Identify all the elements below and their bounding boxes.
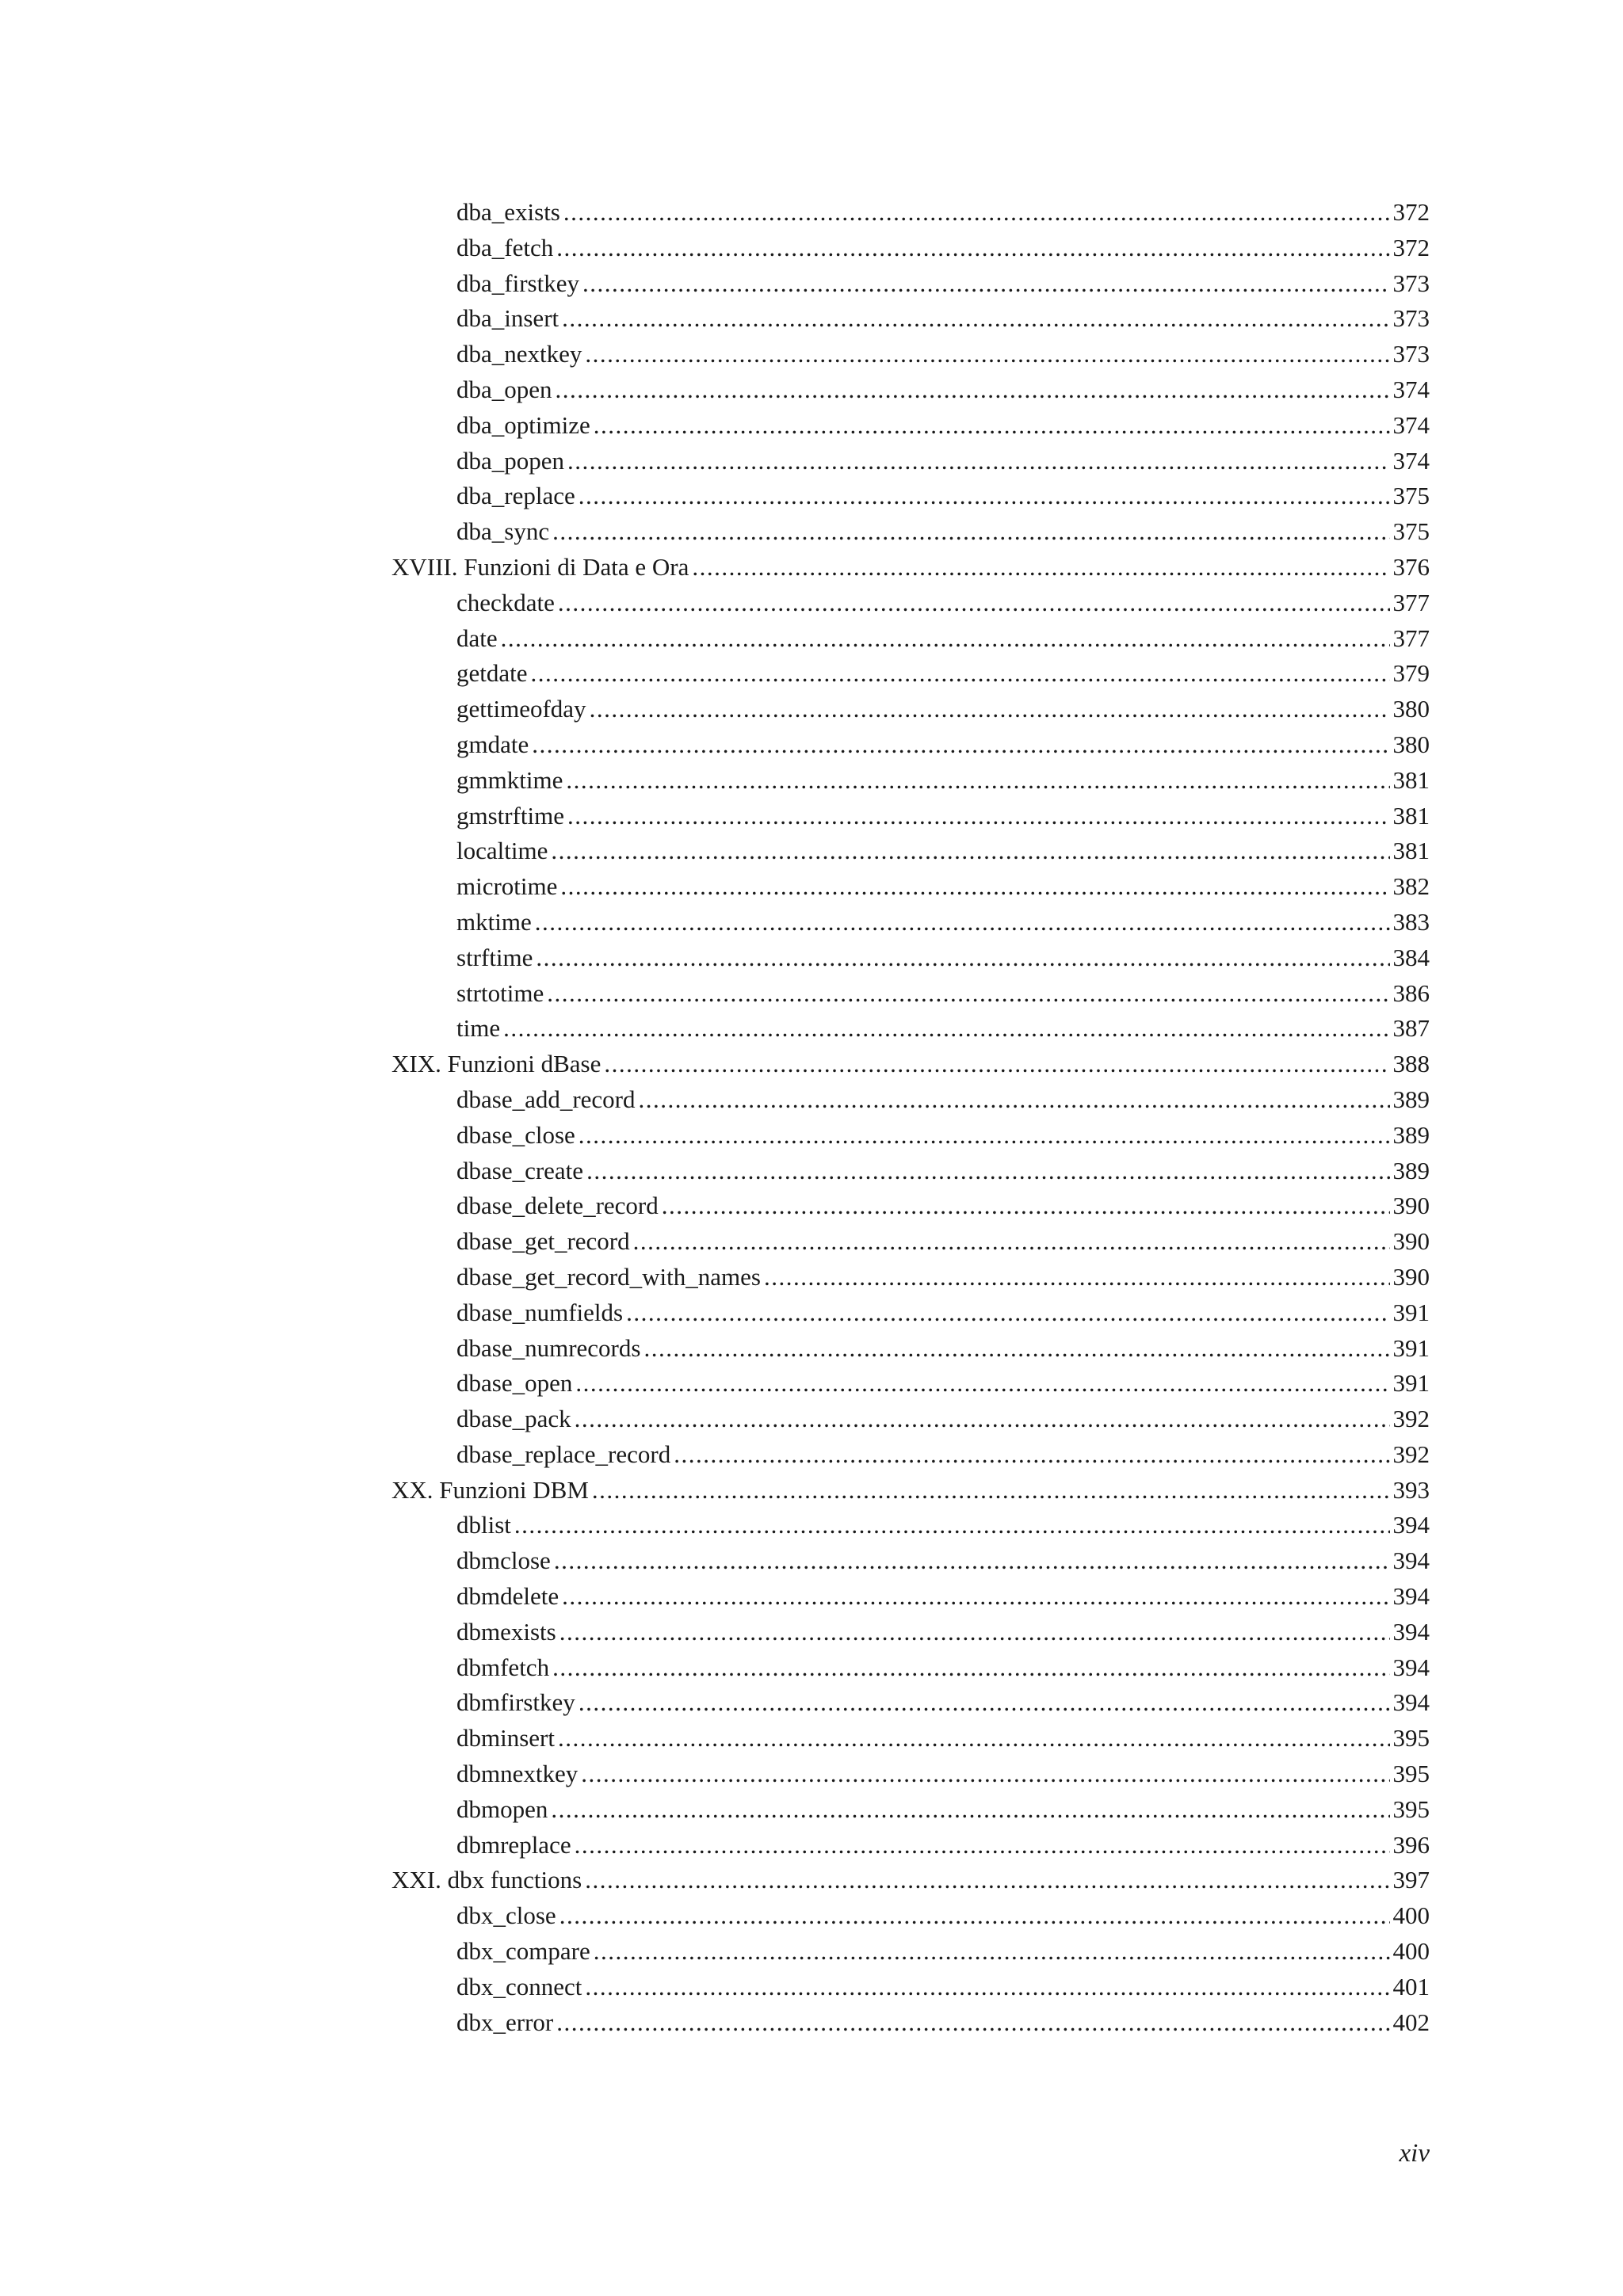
dot-leader — [563, 195, 1390, 231]
toc-entry-page: 381 — [1392, 801, 1430, 830]
toc-entry[interactable] — [391, 833, 1430, 869]
toc-entry-title: dbx_error — [456, 2008, 554, 2036]
toc-entry[interactable] — [391, 1792, 1430, 1828]
toc-entry-page: 402 — [1392, 2008, 1430, 2036]
toc-entry-page: 395 — [1392, 1794, 1430, 1823]
dot-leader — [562, 301, 1389, 337]
dot-leader — [586, 1154, 1389, 1189]
toc-entry-title: dblist — [456, 1511, 511, 1539]
toc-entry[interactable] — [391, 1543, 1430, 1579]
toc-entry-page: 381 — [1392, 765, 1430, 794]
toc-entry[interactable] — [391, 1898, 1430, 1934]
dot-leader — [567, 799, 1389, 834]
dot-leader — [554, 1543, 1390, 1579]
dot-leader — [585, 337, 1389, 372]
toc-entry-title: dba_optimize — [456, 410, 590, 439]
toc-entry-title: dbmexists — [456, 1617, 556, 1646]
toc-entry-title: dbminsert — [456, 1724, 555, 1753]
toc-entry[interactable] — [391, 408, 1430, 444]
dot-leader — [579, 479, 1390, 514]
dot-leader — [556, 231, 1389, 266]
toc-entry[interactable] — [391, 514, 1430, 550]
dot-leader — [560, 869, 1389, 905]
toc-entry[interactable] — [391, 266, 1430, 302]
toc-entry[interactable] — [391, 337, 1430, 372]
toc-entry-page: 389 — [1392, 1156, 1430, 1184]
toc-entry-page: 374 — [1392, 375, 1430, 403]
dot-leader — [594, 1934, 1390, 1970]
toc-entry[interactable] — [391, 1366, 1430, 1402]
toc-entry-page: 396 — [1392, 1830, 1430, 1859]
toc-entry[interactable] — [391, 1154, 1430, 1189]
toc-entry-title: gmmktime — [456, 765, 563, 794]
toc-entry-page: 376 — [1392, 552, 1430, 581]
toc-entry[interactable] — [391, 799, 1430, 834]
toc-entry-title: mktime — [456, 907, 532, 936]
toc-entry-page: 374 — [1392, 446, 1430, 475]
toc-entry-page: 384 — [1392, 943, 1430, 971]
toc-entry-page: 394 — [1392, 1617, 1430, 1646]
toc-entry[interactable] — [391, 1402, 1430, 1437]
toc-entry-title: date — [456, 624, 498, 652]
toc-entry-title: dbase_numrecords — [456, 1333, 641, 1362]
toc-entry-title: dba_popen — [456, 446, 565, 475]
toc-entry-page: 375 — [1392, 482, 1430, 510]
dot-leader — [585, 1970, 1389, 2005]
toc-entry-title: strtotime — [456, 978, 544, 1007]
toc-entry-page: 397 — [1392, 1866, 1430, 1894]
toc-entry[interactable] — [391, 692, 1430, 727]
toc-entry[interactable] — [391, 621, 1430, 657]
toc-entry-title: strftime — [456, 943, 533, 971]
toc-entry-page: 383 — [1392, 907, 1430, 936]
dot-leader — [662, 1188, 1390, 1224]
toc-entry-page: 381 — [1392, 837, 1430, 865]
dot-leader — [643, 1331, 1389, 1367]
toc-entry-page: 372 — [1392, 233, 1430, 261]
toc-entry-title: gmdate — [456, 730, 529, 758]
dot-leader — [501, 621, 1390, 657]
toc-chapter-entry[interactable] — [391, 1047, 1430, 1082]
toc-entry[interactable] — [391, 869, 1430, 905]
dot-leader — [536, 940, 1389, 976]
toc-entry-title: localtime — [456, 837, 548, 865]
toc-entry[interactable] — [391, 1188, 1430, 1224]
toc-entry-title: XVIII. Funzioni di Data e Ora — [391, 552, 689, 581]
toc-entry-title: dbase_get_record_with_names — [456, 1262, 761, 1291]
toc-entry-title: dbase_numfields — [456, 1298, 624, 1326]
toc-entry-title: time — [456, 1014, 501, 1043]
toc-entry-title: dbmdelete — [456, 1582, 559, 1611]
dot-leader — [674, 1437, 1389, 1473]
dot-leader — [552, 514, 1389, 550]
toc-entry-title: dbase_delete_record — [456, 1192, 659, 1220]
dot-leader — [503, 1011, 1389, 1047]
toc-chapter-entry[interactable] — [391, 550, 1430, 585]
dot-leader — [592, 1473, 1390, 1508]
toc-entry[interactable] — [391, 585, 1430, 621]
toc-entry-page: 380 — [1392, 730, 1430, 758]
toc-entry[interactable] — [391, 231, 1430, 266]
toc-entry-page: 390 — [1392, 1262, 1430, 1291]
dot-leader — [562, 1579, 1389, 1615]
toc-entry[interactable] — [391, 1650, 1430, 1686]
toc-entry[interactable] — [391, 301, 1430, 337]
dot-leader — [559, 1615, 1390, 1650]
toc-entry-title: XXI. dbx functions — [391, 1866, 582, 1894]
toc-entry-page: 394 — [1392, 1511, 1430, 1539]
toc-entry-title: dbmreplace — [456, 1830, 571, 1859]
dot-leader — [532, 727, 1389, 763]
toc-entry-page: 373 — [1392, 269, 1430, 297]
toc-entry[interactable] — [391, 763, 1430, 799]
toc-entry-page: 373 — [1392, 304, 1430, 333]
toc-entry-title: dbx_close — [456, 1901, 556, 1930]
dot-leader — [594, 408, 1390, 444]
toc-entry-page: 390 — [1392, 1192, 1430, 1220]
toc-entry-title: dbase_pack — [456, 1405, 571, 1433]
toc-entry-page: 395 — [1392, 1724, 1430, 1753]
toc-entry-page: 386 — [1392, 978, 1430, 1007]
toc-entry[interactable] — [391, 1508, 1430, 1543]
toc-entry-title: gettimeofday — [456, 695, 586, 723]
toc-entry-title: dbase_replace_record — [456, 1440, 671, 1468]
toc-entry[interactable] — [391, 2005, 1430, 2041]
dot-leader — [567, 444, 1389, 479]
dot-leader — [535, 905, 1390, 940]
toc-entry-page: 389 — [1392, 1085, 1430, 1113]
toc-entry[interactable] — [391, 727, 1430, 763]
dot-leader — [514, 1508, 1390, 1543]
toc-entry-title: dbase_create — [456, 1156, 584, 1184]
toc-entry[interactable] — [391, 444, 1430, 479]
toc-entry-title: gmstrftime — [456, 801, 565, 830]
dot-leader — [552, 1650, 1389, 1686]
toc-entry-title: dbmfetch — [456, 1653, 550, 1681]
dot-leader — [626, 1295, 1389, 1331]
dot-leader — [566, 763, 1389, 799]
toc-entry-title: XIX. Funzioni dBase — [391, 1050, 601, 1078]
dot-leader — [585, 1863, 1389, 1898]
toc-entry-page: 382 — [1392, 872, 1430, 901]
dot-leader — [581, 1756, 1389, 1792]
toc-entry-page: 394 — [1392, 1547, 1430, 1575]
dot-leader — [639, 1082, 1390, 1118]
toc-entry-page: 377 — [1392, 588, 1430, 616]
toc-entry-title: dbmopen — [456, 1794, 548, 1823]
toc-entry-page: 401 — [1392, 1972, 1430, 2000]
dot-leader — [579, 1685, 1390, 1721]
toc-entry-page: 395 — [1392, 1760, 1430, 1788]
dot-leader — [764, 1260, 1390, 1295]
dot-leader — [551, 1792, 1389, 1828]
toc-entry-title: checkdate — [456, 588, 555, 616]
toc-entry-title: dbase_close — [456, 1120, 575, 1149]
toc-entry[interactable] — [391, 1260, 1430, 1295]
toc-entry-title: dbx_compare — [456, 1937, 590, 1966]
toc-entry-page: 394 — [1392, 1688, 1430, 1717]
toc-entry-title: dba_nextkey — [456, 340, 582, 368]
toc-entry-page: 387 — [1392, 1014, 1430, 1043]
toc-entry-page: 392 — [1392, 1440, 1430, 1468]
toc-entry-title: microtime — [456, 872, 558, 901]
dot-leader — [558, 585, 1390, 621]
toc-entry[interactable] — [391, 1615, 1430, 1650]
toc-entry-page: 374 — [1392, 410, 1430, 439]
toc-entry-page: 372 — [1392, 198, 1430, 226]
toc-entry-page: 390 — [1392, 1227, 1430, 1256]
dot-leader — [547, 976, 1389, 1012]
toc-entry-page: 394 — [1392, 1582, 1430, 1611]
toc-chapter-entry[interactable] — [391, 1863, 1430, 1898]
toc-entry-title: dbase_add_record — [456, 1085, 636, 1113]
toc-entry-page: 391 — [1392, 1333, 1430, 1362]
dot-leader — [559, 1898, 1390, 1934]
toc-chapter-entry[interactable] — [391, 1473, 1430, 1508]
toc-entry[interactable] — [391, 1579, 1430, 1615]
toc-entry[interactable] — [391, 1721, 1430, 1756]
toc-entry[interactable] — [391, 976, 1430, 1012]
toc-entry-page: 400 — [1392, 1937, 1430, 1966]
toc-entry-title: dba_sync — [456, 517, 550, 546]
dot-leader — [556, 2005, 1389, 2041]
toc-entry-title: dbase_open — [456, 1369, 573, 1398]
table-of-contents — [391, 195, 1430, 2040]
toc-entry[interactable] — [391, 1828, 1430, 1863]
toc-entry[interactable] — [391, 1685, 1430, 1721]
toc-entry[interactable] — [391, 1118, 1430, 1154]
toc-entry[interactable] — [391, 1011, 1430, 1047]
toc-entry[interactable] — [391, 1970, 1430, 2005]
dot-leader — [582, 266, 1390, 302]
page-number: xiv — [1399, 2139, 1430, 2168]
dot-leader — [590, 692, 1390, 727]
dot-leader — [579, 1118, 1390, 1154]
dot-leader — [633, 1224, 1390, 1260]
dot-leader — [558, 1721, 1390, 1756]
toc-entry-title: dba_exists — [456, 198, 560, 226]
toc-entry[interactable] — [391, 1934, 1430, 1970]
toc-entry-title: dba_replace — [456, 482, 575, 510]
dot-leader — [575, 1366, 1389, 1402]
toc-entry[interactable] — [391, 1437, 1430, 1473]
toc-entry[interactable] — [391, 656, 1430, 692]
toc-entry-page: 388 — [1392, 1050, 1430, 1078]
toc-entry[interactable] — [391, 1295, 1430, 1331]
toc-entry[interactable] — [391, 1224, 1430, 1260]
toc-entry-title: getdate — [456, 659, 528, 688]
toc-entry-page: 394 — [1392, 1653, 1430, 1681]
toc-entry[interactable] — [391, 479, 1430, 514]
dot-leader — [575, 1402, 1390, 1437]
dot-leader — [604, 1047, 1389, 1082]
toc-entry[interactable] — [391, 1756, 1430, 1792]
toc-entry-title: dba_insert — [456, 304, 559, 333]
toc-entry-title: dbmclose — [456, 1547, 551, 1575]
toc-entry-page: 380 — [1392, 695, 1430, 723]
toc-entry-title: dbase_get_record — [456, 1227, 630, 1256]
toc-entry[interactable] — [391, 195, 1430, 231]
toc-entry-page: 393 — [1392, 1475, 1430, 1504]
toc-entry-title: XX. Funzioni DBM — [391, 1475, 589, 1504]
toc-entry-page: 375 — [1392, 517, 1430, 546]
dot-leader — [692, 550, 1389, 585]
toc-entry[interactable] — [391, 372, 1430, 408]
toc-entry-title: dba_firstkey — [456, 269, 579, 297]
toc-entry-page: 392 — [1392, 1405, 1430, 1433]
toc-entry-page: 373 — [1392, 340, 1430, 368]
dot-leader — [575, 1828, 1390, 1863]
toc-entry[interactable] — [391, 1082, 1430, 1118]
toc-entry[interactable] — [391, 1331, 1430, 1367]
toc-entry-page: 400 — [1392, 1901, 1430, 1930]
toc-entry-title: dba_open — [456, 375, 552, 403]
toc-entry-title: dbmfirstkey — [456, 1688, 575, 1717]
toc-entry-title: dbmnextkey — [456, 1760, 579, 1788]
toc-entry-page: 389 — [1392, 1120, 1430, 1149]
dot-leader — [531, 656, 1390, 692]
toc-entry[interactable] — [391, 905, 1430, 940]
dot-leader — [556, 372, 1390, 408]
toc-entry-title: dbx_connect — [456, 1972, 582, 2000]
toc-entry-page: 391 — [1392, 1298, 1430, 1326]
toc-entry-page: 377 — [1392, 624, 1430, 652]
toc-entry-page: 379 — [1392, 659, 1430, 688]
toc-entry-title: dba_fetch — [456, 233, 554, 261]
dot-leader — [551, 833, 1389, 869]
toc-entry-page: 391 — [1392, 1369, 1430, 1398]
toc-entry[interactable] — [391, 940, 1430, 976]
